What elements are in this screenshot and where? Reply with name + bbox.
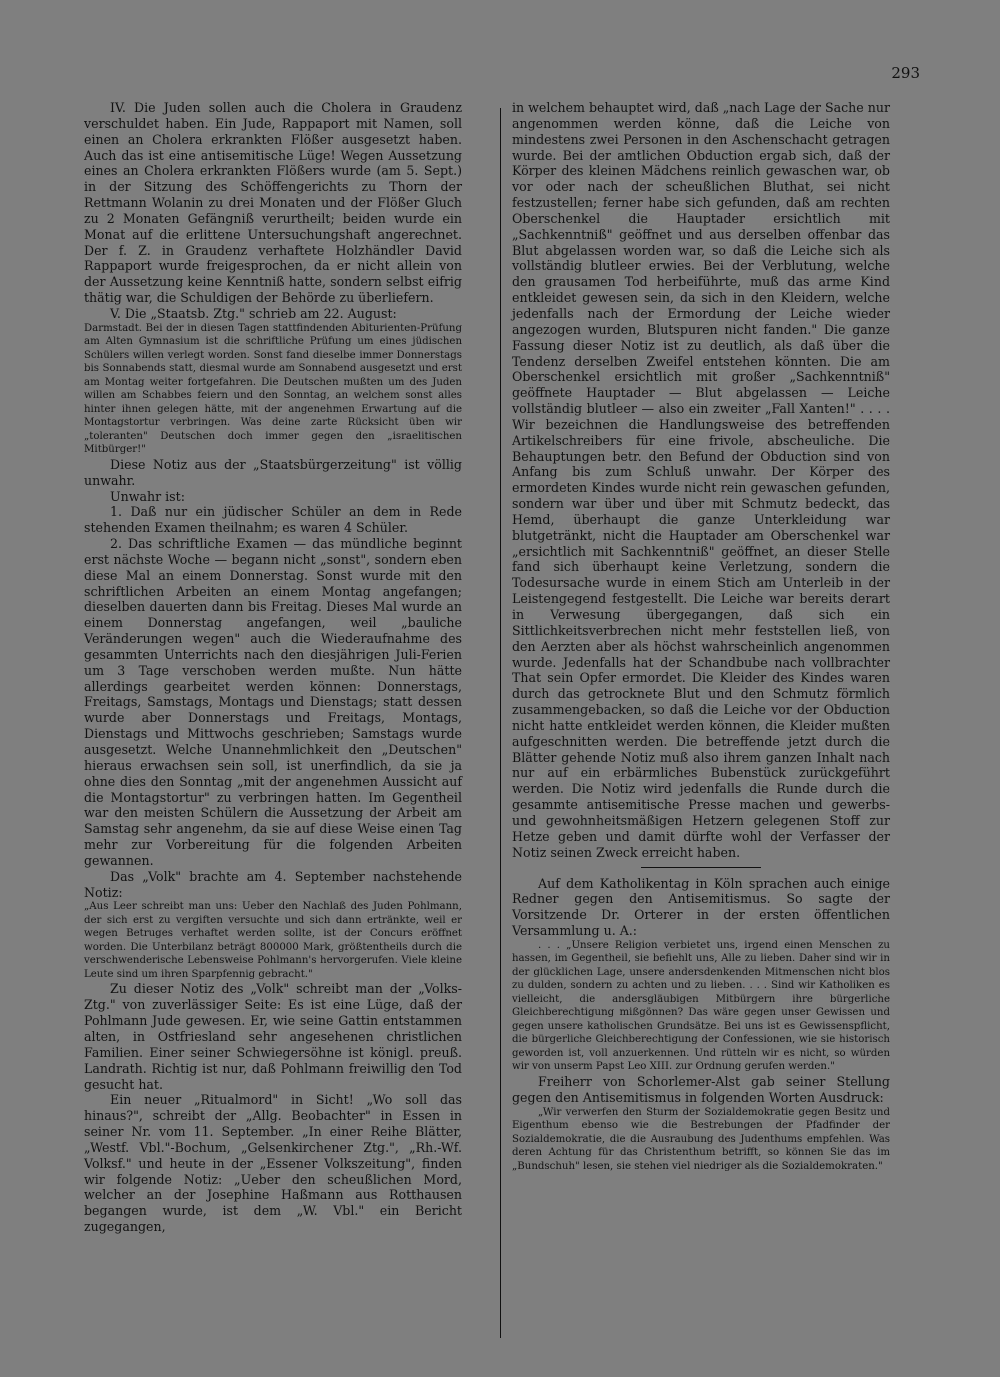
quote-leer: „Aus Leer schreibt man uns: Ueber den Nachlaß des Juden Pohlmann, der sich erst zu vergiften versuchte und sich dann ertränkte, weil er wegen Betruges verhaftet werden sollte, ist der Concurs eröffnet worden. Die Unterbilanz beträgt 800000 Mark, größtentheils durch die verschwenderische Lebensweise Pohlmann's hervorgerufen. Viele kleine Leute sind um ihren Sparpfennig gebracht." — [84, 901, 462, 980]
paragraph-pohlmann: Zu dieser Notiz des „Volk" schreibt man der „Volks-Ztg." von zuverlässiger Seite: Es ist eine Lüge, daß der Pohlmann Jude gewesen. Er, wie seine Gattin entstammen alten, in Ostfriesland sehr angesehenen christlichen Familien. Einer seiner Schwiegersöhne ist königl. preuß. Landrath. Richtig ist nur, daß Pohlmann freiwillig den Tod gesucht hat. — [84, 981, 462, 1092]
section-divider — [641, 867, 761, 868]
paragraph-ritualmord: Ein neuer „Ritualmord" in Sicht! „Wo soll das hinaus?", schreibt der „Allg. Beobachter" in Essen in seiner Nr. vom 11. September. „In einer Reihe Blätter, „Westf. Vbl."-Bochum, „Gelsenkirchener Ztg.", „Rh.-Wf. Volksf." und heute in der „Essener Volkszeitung", finden wir folgende Notiz: „Ueber den scheußlichen Mord, welcher an der Josephine Haßmann aus Rotthausen begangen wurde, ist dem „W. Vbl." ein Bericht zugegangen, — [84, 1092, 462, 1235]
left-column — [84, 100, 462, 1235]
page-number: 293 — [891, 64, 920, 82]
quote-darmstadt: Darmstadt. Bei der in diesen Tagen stattfindenden Abiturienten-Prüfung am Alten Gymnasium ist die schriftliche Prüfung um eines jüdischen Schülers willen verlegt worden. Sonst fand dieselbe immer Donnerstags bis Sonnabends statt, diesmal wurde am Sonnabend ausgesetzt und erst am Montag weiter fortgefahren. Die Deutschen mußten um des Juden willen am Schabbes feiern und den Sonntag, an welchem sonst alles hinter ihnen gelegen hätte, mit der angenehmen Erwartung auf die Montagstortur verbringen. Was deine zarte Rücksicht üben wir „toleranten" Deutschen doch immer gegen den „israelitischen Mitbürger!" — [84, 322, 462, 456]
paragraph-obduction: in welchem behauptet wird, daß „nach Lage der Sache nur angenommen werden könne, daß die Leiche von mindestens zwei Personen in den Aschenschacht getragen wurde. Bei der amtlichen Obduction ergab sich, daß der Körper des kleinen Mädchens reinlich gewaschen war, ob vor oder nach der scheußlichen Bluthat, sei nicht festzustellen; ferner habe sich gefunden, daß am rechten Oberschenkel die Hauptader ersichtlich mit „Sachkenntniß" geöffnet und aus derselben offenbar das Blut abgelassen worden war, so daß die Leiche sich als vollständig blutleer erwies. Bei der Verblutung, welche den grausamen Tod herbeiführte, muß das arme Kind entkleidet gewesen sein, da sich in den Kleidern, welche jedenfalls nach der Ermordung der Leiche wieder angezogen wurden, Blutspuren nicht fanden." Die ganze Fassung dieser Notiz ist zu deutlich, als daß über die Tendenz derselben Zweifel entstehen könnten. Die am Oberschenkel ersichtlich mit großer „Sachkenntniß" geöffnete Hauptader — Blut abgelassen — Leiche vollständig blutleer — also ein zweiter „Fall Xanten!" . . . . Wir bezeichnen die Handlungsweise des betreffenden Artikelschreibers für eine frivole, abscheuliche. Die Behauptungen betr. den Befund der Obduction sind von Anfang bis zum Schluß unwahr. Der Körper des ermordeten Kindes wurde nicht rein gewaschen gefunden, sondern war über und über mit Schmutz bedeckt, das Hemd, überhaupt die ganze Unterkleidung war blutgetränkt, nicht die Hauptader am Oberschenkel war „ersichtlich mit Sachkenntniß" geöffnet, an dieser Stelle fand sich überhaupt keine Verletzung, sondern die Todesursache wurde in einem Stich am Unterleib in der Leistengegend festgestellt. Die Leiche war bereits derart in Verwesung übergegangen, daß sich ein Sittlichkeitsverbrechen nicht mehr feststellen ließ, von den Aerzten aber als höchst wahrscheinlich angenommen wurde. Jedenfalls hat der Schandbube nach vollbrachter That sein Opfer ermordet. Die Kleider des Kindes waren durch das getrocknete Blut und den Schmutz förmlich zusammengebacken, so daß die Leiche vor der Obduction nicht hatte entkleidet werden können, die Kleider mußten aufgeschnitten werden. Die betreffende jetzt durch die Blätter gehende Notiz muß also ihrem ganzen Inhalt nach nur auf ein erbärmliches Bubenstück zurückgeführt werden. Die Notiz wird jedenfalls die Runde durch die gesammte antisemitische Presse machen und gewerbs- und gewohnheitsmäßigen Hetzern gelegenen Stoff zur Hetze geben und damit dürfte wohl der Verfasser der Notiz seinen Zweck erreicht haben. — [512, 100, 890, 860]
paragraph-unwahr: Diese Notiz aus der „Staatsbürgerzeitung" ist völlig unwahr. — [84, 456, 462, 488]
paragraph-volk-intro: Das „Volk" brachte am 4. September nachstehende Notiz: — [84, 868, 462, 900]
paragraph-point-2: 2. Das schriftliche Examen — das mündliche beginnt erst nächste Woche — begann nicht „sonst", sondern eben diese Mal an einem Donnerstag. Sonst wurde mit den schriftlichen Arbeiten an einem Montag angefangen; dieselben dauerten dann bis Freitag. Dieses Mal wurde an einem Donnerstag angefangen, weil „bauliche Veränderungen wegen" auch die Wiederaufnahme des gesammten Unterrichts nach den diesjährigen Juli-Ferien um 3 Tage verschoben werden mußte. Nun hätte allerdings gearbeitet werden können: Donnerstags, Freitags, Samstags, Montags und Dienstags; statt dessen wurde aber Donnerstags und Freitags, Montags, Dienstags und Mittwochs geschrieben; Samstags wurde ausgesetzt. Welche Unannehmlichkeit den „Deutschen" hieraus erwachsen sein soll, ist unerfindlich, da sie ja ohne dies den Sonntag „mit der angenehmen Aussicht auf die Montagstortur" zu verbringen hatten. Im Gegentheil war den meisten Schülern die Aussetzung der Arbeit am Samstag sehr angenehm, da sie auf diese Weise einen Tag mehr zur Vorbereitung für die folgenden Arbeiten gewannen. — [84, 536, 462, 868]
paragraph-schorlemer: Freiherr von Schorlemer-Alst gab seiner Stellung gegen den Antisemitismus in folgenden Worten Ausdruck: — [512, 1073, 890, 1105]
paragraph-cholera: IV. Die Juden sollen auch die Cholera in Graudenz verschuldet haben. Ein Jude, Rappaport mit Namen, soll einen an Cholera erkrankten Flößer ausgesetzt haben. Auch das ist eine antisemitische Lüge! Wegen Aussetzung eines an Cholera erkrankten Flößers wurde (am 5. Sept.) in der Sitzung des Schöffengerichts zu Thorn der Rettmann Wolanin zu drei Monaten und der Flößer Gluch zu 2 Monaten Gefängniß verurtheilt; beiden wurde ein Monat auf die erlittene Untersuchungshaft angerechnet. Der f. Z. in Graudenz verhaftete Holzhändler David Rappaport wurde freigesprochen, da er nicht allein von der Aussetzung keine Kenntniß hatte, sondern selbst eifrig thätig war, die Schuldigen der Behörde zu überliefern. — [84, 100, 462, 306]
quote-orterer: . . . „Unsere Religion verbietet uns, irgend einen Menschen zu hassen, im Gegentheil, sie befiehlt uns, Alle zu lieben. Daher sind wir in der glücklichen Lage, unsere andersdenkenden Mitmenschen nicht blos zu dulden, sondern zu achten und zu lieben. . . . Sind wir Katholiken es vielleicht, die andersgläubigen Mitbürgern ihre bürgerliche Gleichberechtigung mißgönnen? Das wäre gegen unser Gewissen und gegen unsere katholischen Grundsätze. Bei uns ist es Gewissenspflicht, die bürgerliche Gleichberechtigung der Confessionen, wie sie historisch geworden ist, voll anzuerkennen. Und rütteln wir es nicht, so würden wir von unserm Papst Leo XIII. zur Ordnung gerufen werden." — [512, 939, 890, 1073]
right-column — [512, 100, 890, 1173]
paragraph-unwahr-ist: Unwahr ist: — [110, 488, 185, 504]
paragraph-point-1: 1. Daß nur ein jüdischer Schüler an dem in Rede stehenden Examen theilnahm; es waren 4 Schüler. — [84, 504, 462, 536]
quote-schorlemer: „Wir verwerfen den Sturm der Sozialdemokratie gegen Besitz und Eigenthum ebenso wie die Bestrebungen der Pfadfinder der Sozialdemokratie, die die Ausraubung des Judenthums empfehlen. Was deren Achtung für das Christenthum betrifft, so können Sie das im „Bundschuh" lesen, sie stehen viel niedriger als die Sozialdemokraten." — [512, 1106, 890, 1172]
column-divider — [500, 108, 501, 1338]
paragraph-staatsb-intro: V. Die „Staatsb. Ztg." schrieb am 22. August: — [110, 305, 397, 321]
paragraph-katholikentag: Auf dem Katholikentag in Köln sprachen auch einige Redner gegen den Antisemitismus. So sagte der Vorsitzende Dr. Orterer in der ersten öffentlichen Versammlung u. A.: — [512, 875, 890, 939]
